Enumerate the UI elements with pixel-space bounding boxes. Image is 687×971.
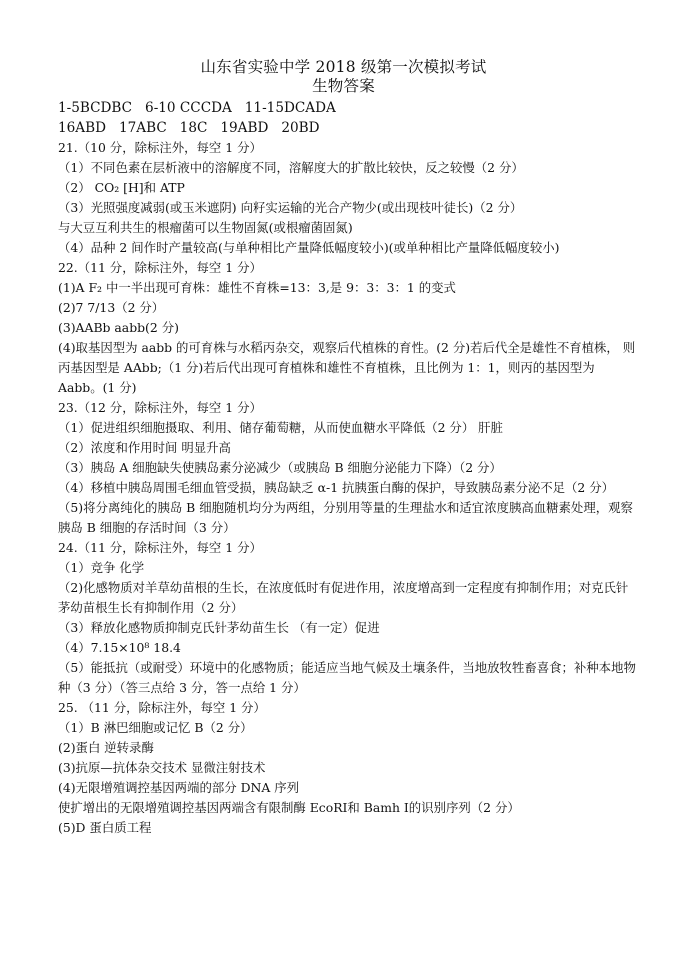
q23-answer-1: （1）促进组织细胞摄取、利用、储存葡萄糖，从而使血糖水平降低（2 分） 肝脏 (58, 420, 503, 435)
q25-answer-1: （1）B 淋巴细胞或记忆 B（2 分） (58, 720, 253, 735)
q24-answer-1: （1）竞争 化学 (58, 560, 145, 575)
choice-answers-line-1: 1-5BCDBC 6-10 CCCDA 11-15DCADA (58, 100, 336, 116)
q23-answer-2: （2）浓度和作用时间 明显升高 (58, 440, 231, 455)
q23-answer-3: （3）胰岛 A 细胞缺失使胰岛素分泌减少（或胰岛 B 细胞分泌能力下降）（2 分） (58, 460, 502, 475)
q25-answer-2: (2)蛋白 逆转录酶 (58, 740, 154, 755)
page-subtitle: 生物答案 (312, 77, 375, 95)
answer-content (58, 98, 636, 838)
q25-answer-4: (4)无限增殖调控基因两端的部分 DNA 序列 (58, 780, 300, 795)
q22-answer-4: (4)取基因型为 aabb 的可育株与水稻丙杂交，观察后代植株的育性。(2 分)若后代全是雄性不育植株， 则丙基因型是 AAbb;（1 分)若后代出现可育植株和雄性不育植株，且比例为 1：1，则丙的基因型为 Aabb。(1 分) (58, 340, 636, 395)
q21-answer-2: （2） CO₂ [H]和 ATP (58, 180, 185, 195)
q22-heading: 22.（11 分，除标注外，每空 1 分） (58, 260, 262, 275)
page-title: 山东省实验中学 2018 级第一次模拟考试 (200, 58, 487, 76)
q25-heading: 25. （11 分，除标注外，每空 1 分） (58, 700, 266, 715)
q22-answer-3: (3)AABb aabb(2 分) (58, 320, 179, 335)
q21-heading: 21.（10 分，除标注外，每空 1 分） (58, 140, 262, 155)
q21-answer-1: （1）不同色素在层析液中的溶解度不同，溶解度大的扩散比较快，反之较慢（2 分） (58, 160, 524, 175)
q25-answer-3: (3)抗原—抗体杂交技术 显微注射技术 (58, 760, 266, 775)
q25-answer-5: (5)D 蛋白质工程 (58, 820, 152, 835)
q25-answer-4-cont: 使扩增出的无限增殖调控基因两端含有限制酶 EcoRⅠ和 Bamh Ⅰ的识别序列（2 分） (58, 800, 520, 815)
q24-heading: 24.（11 分，除标注外，每空 1 分） (58, 540, 262, 555)
q24-answer-3: （3）释放化感物质抑制克氏针茅幼苗生长 （有一定）促进 (58, 620, 380, 635)
q24-answer-2: （2)化感物质对羊草幼苗根的生长，在浓度低时有促进作用，浓度增高到一定程度有抑制作用；对克氏针茅幼苗根生长有抑制作用（2 分） (58, 580, 629, 615)
header (0, 58, 687, 96)
q22-answer-2: (2)7 7/13（2 分） (58, 300, 165, 315)
q21-answer-3: （3）光照强度减弱(或玉米遮阴) 向籽实运输的光合产物少(或出现枝叶徒长)（2 分） (58, 200, 523, 215)
q21-answer-3-cont: 与大豆互利共生的根瘤菌可以生物固氮(或根瘤菌固氮) (58, 220, 353, 235)
q24-answer-5: （5）能抵抗（或耐受）环境中的化感物质；能适应当地气候及土壤条件，当地放牧牲畜喜食；补种本地物种（3 分）（答三点给 3 分，答一点给 1 分） (58, 660, 636, 695)
q23-answer-4: （4）移植中胰岛周围毛细血管受损，胰岛缺乏 α-1 抗胰蛋白酶的保护，导致胰岛素分泌不足（2 分） (58, 480, 615, 495)
q21-answer-4: （4）品种 2 间作时产量较高(与单种相比产量降低幅度较小)(或单种相比产量降低幅度较小) (58, 240, 560, 255)
q22-answer-1: (1)A F₂ 中一半出现可育株：雄性不育株=13：3,是 9：3：3：1 的变式 (58, 280, 456, 295)
choice-answers-line-2: 16ABD 17ABC 18C 19ABD 20BD (58, 120, 320, 136)
q24-answer-4: （4）7.15×10⁸ 18.4 (58, 640, 181, 655)
q23-answer-5: （5)将分离纯化的胰岛 B 细胞随机均分为两组，分别用等量的生理盐水和适宜浓度胰高血糖素处理，观察胰岛 B 细胞的存活时间（3 分） (58, 500, 633, 535)
q23-heading: 23.（12 分，除标注外，每空 1 分） (58, 400, 262, 415)
